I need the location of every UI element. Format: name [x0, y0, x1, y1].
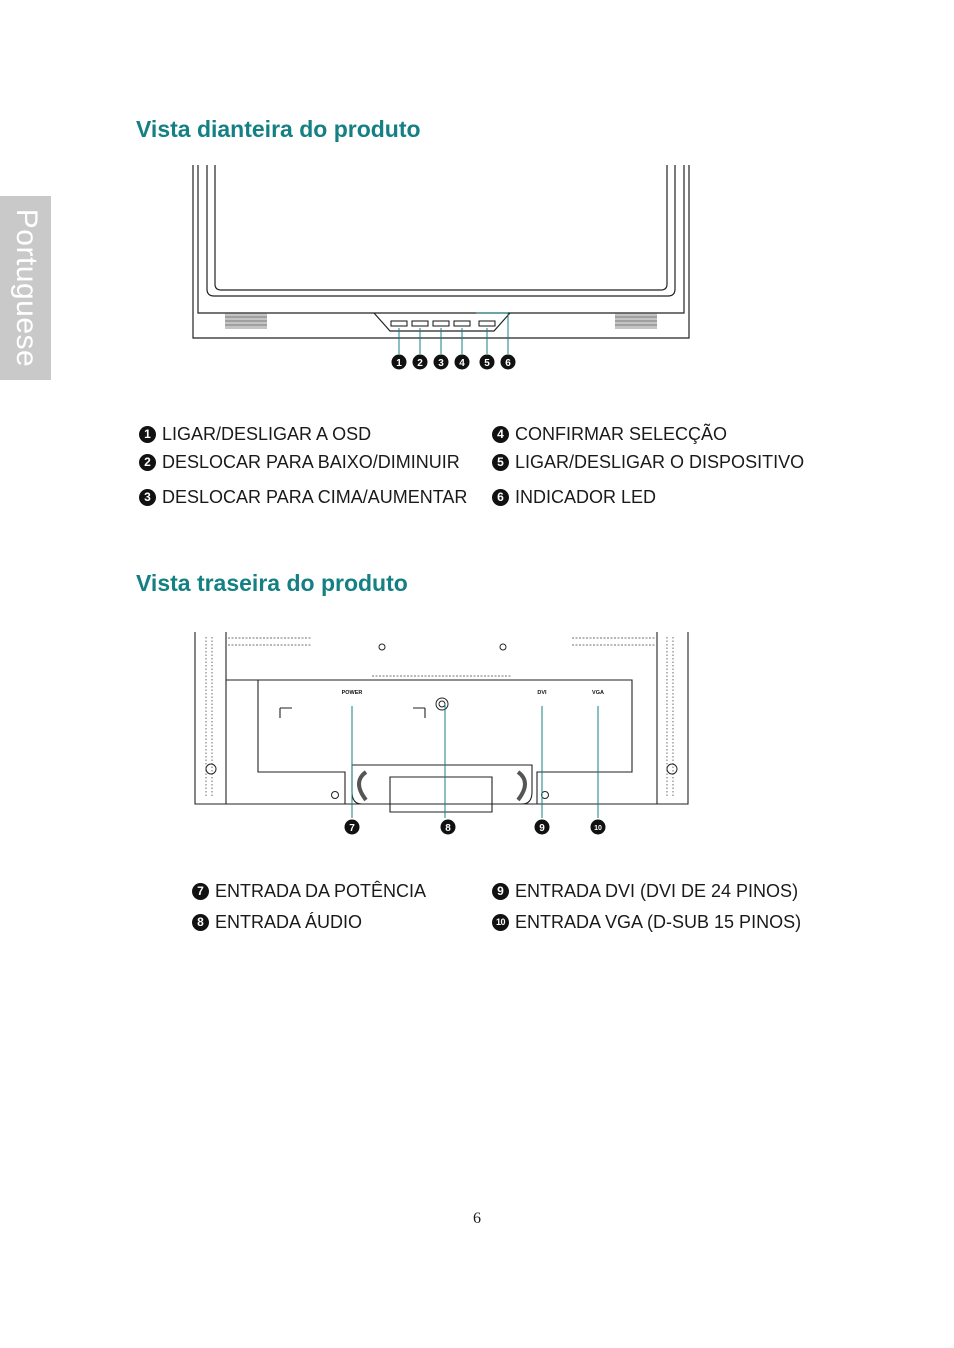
- rear-callout-10: 10: [594, 825, 602, 832]
- legend-number-badge: 5: [492, 454, 509, 471]
- front-legend-item: [139, 487, 467, 508]
- monitor-front-diagram: [190, 165, 695, 380]
- legend-label: DESLOCAR PARA BAIXO/DIMINUIR: [162, 452, 460, 472]
- legend-number-badge: 2: [139, 454, 156, 471]
- rear-legend-item: [192, 881, 426, 902]
- legend-label: LIGAR/DESLIGAR A OSD: [162, 424, 372, 444]
- monitor-rear-diagram: [192, 632, 692, 837]
- legend-number-badge: 4: [492, 426, 509, 443]
- rear-callout-7: 7: [349, 823, 355, 834]
- front-callout-6: 6: [505, 358, 511, 369]
- language-label: Portuguese: [9, 208, 43, 368]
- rear-legend-item: [492, 881, 798, 902]
- rear-legend-item: [492, 912, 801, 933]
- legend-number-badge: 9: [492, 883, 509, 900]
- page-number: 6: [473, 1210, 481, 1227]
- front-callout-2: 2: [417, 358, 423, 369]
- rear-legend-item: [192, 912, 362, 933]
- front-legend-item: [492, 452, 804, 473]
- legend-label: DESLOCAR PARA CIMA/AUMENTAR: [162, 487, 468, 507]
- legend-number-badge: 10: [492, 914, 509, 931]
- front-callout-3: 3: [438, 358, 444, 369]
- dvi-port-label: DVI: [537, 690, 547, 696]
- legend-label: LIGAR/DESLIGAR O DISPOSITIVO: [515, 452, 805, 472]
- front-view-heading: Vista dianteira do produto: [136, 116, 421, 142]
- front-legend-item: [139, 424, 371, 445]
- vga-port-label: VGA: [592, 690, 604, 696]
- front-legend-item: [492, 424, 727, 445]
- legend-number-badge: 6: [492, 489, 509, 506]
- rear-view-heading: Vista traseira do produto: [136, 570, 408, 596]
- legend-label: CONFIRMAR SELECÇÃO: [515, 424, 728, 444]
- front-callout-4: 4: [459, 358, 465, 369]
- front-callout-1: 1: [396, 358, 402, 369]
- legend-number-badge: 8: [192, 914, 209, 931]
- language-side-tab: [0, 196, 51, 380]
- front-legend-item: [139, 452, 460, 473]
- front-legend-item: [492, 487, 656, 508]
- legend-label: ENTRADA VGA (D-SUB 15 PINOS): [515, 912, 802, 932]
- legend-label: ENTRADA DVI (DVI DE 24 PINOS): [515, 881, 799, 901]
- legend-number-badge: 7: [192, 883, 209, 900]
- rear-callout-9: 9: [539, 823, 545, 834]
- rear-callout-8: 8: [445, 823, 451, 834]
- legend-number-badge: 1: [139, 426, 156, 443]
- legend-label: ENTRADA ÁUDIO: [215, 912, 363, 932]
- legend-label: ENTRADA DA POTÊNCIA: [215, 881, 427, 901]
- power-port-label: POWER: [341, 690, 363, 696]
- legend-label: INDICADOR LED: [515, 487, 657, 507]
- front-callout-5: 5: [484, 358, 490, 369]
- legend-number-badge: 3: [139, 489, 156, 506]
